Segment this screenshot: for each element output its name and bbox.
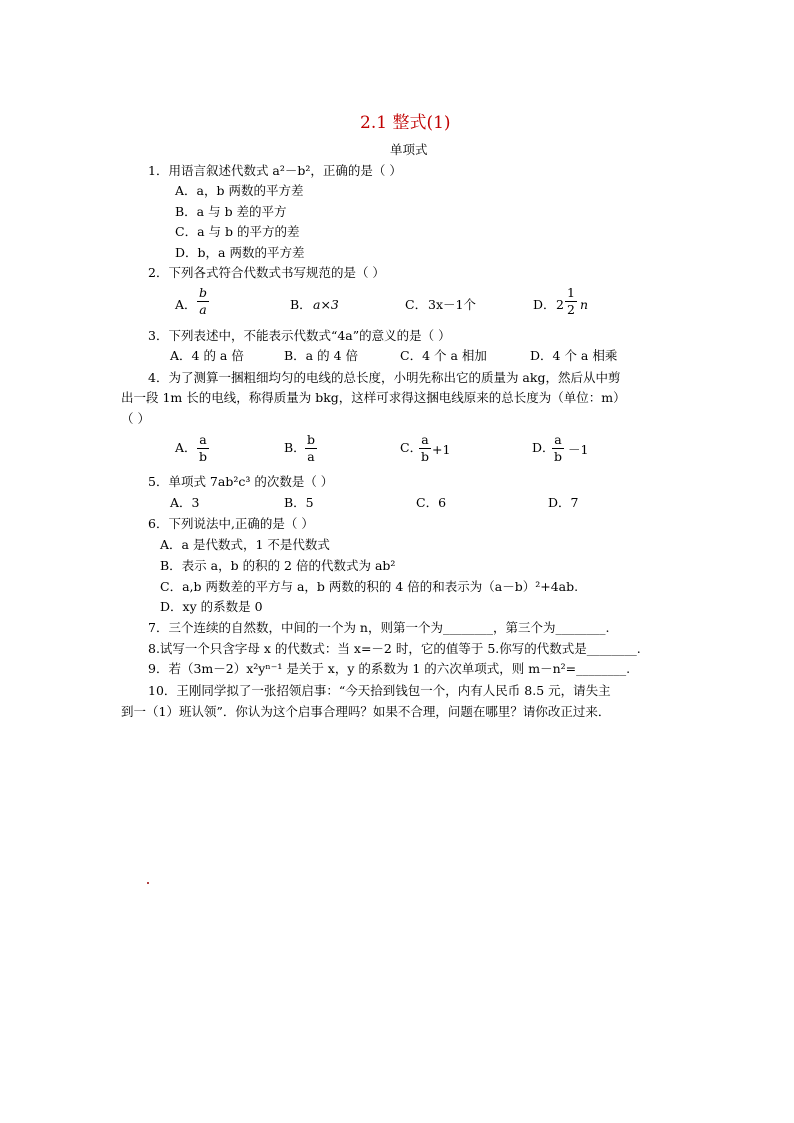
q4-option-a-label: A． (175, 440, 197, 455)
q4-option-d-fraction (552, 433, 564, 464)
q10-line2: 到一（1）班认领”．你认为这个启事合理吗？如果不合理，问题在哪里？请你改正过来． (121, 704, 611, 719)
q1-option-a: A．a，b 两数的平方差 (175, 183, 304, 198)
q1-option-c: C．a 与 b 的平方的差 (175, 224, 300, 239)
q4-option-c-fraction (419, 433, 431, 464)
q4-option-c-label: C． (400, 440, 423, 455)
q4-stem-line1: 4．为了测算一捆粗细均匀的电线的总长度，小明先称出它的质量为 akg，然后从中剪 (148, 370, 621, 385)
q2-stem: 2．下列各式符合代数式书写规范的是（ ） (148, 265, 385, 280)
q2-option-d-whole: 2 (556, 297, 564, 312)
q3-stem: 3．下列表述中，不能表示代数式“4a”的意义的是（ ） (148, 328, 451, 343)
q4-option-a-fraction (197, 433, 209, 464)
q4-option-a-numerator: a (199, 432, 207, 447)
q2-option-a-fraction (197, 286, 209, 317)
q4-option-c-tail: +1 (432, 442, 451, 457)
q4-option-a-denominator: b (199, 449, 208, 464)
q4-option-d-numerator: a (554, 432, 562, 447)
q6-option-a: A．a 是代数式，1 不是代数式 (160, 537, 330, 552)
q5-option-a: A．3 (170, 495, 200, 510)
q2-option-d-fraction (565, 286, 577, 317)
q2-option-a-label: A． (175, 297, 197, 312)
q4-option-d-denominator: b (554, 449, 563, 464)
q3-option-d: D．4 个 a 相乘 (530, 348, 618, 363)
q4-stem-line3: （ ） (121, 411, 150, 426)
q4-option-b-label: B． (284, 440, 306, 455)
q9: 9．若（3m－2）x²yⁿ⁻¹ 是关于 x，y 的系数为 1 的六次单项式，则 m－n²=________. (148, 661, 631, 676)
q6-option-d: D．xy 的系数是 0 (160, 599, 263, 614)
q2-option-d-numerator: 1 (567, 285, 575, 300)
q4-option-c-denominator: b (421, 449, 430, 464)
section-subtitle: 单项式 (390, 142, 428, 157)
q2-option-d-variable: n (580, 297, 589, 312)
q3-option-c: C．4 个 a 相加 (400, 348, 487, 363)
q4-option-b-numerator: b (307, 432, 316, 447)
q4-option-b-denominator: a (307, 449, 315, 464)
q2-option-b-label: B． (290, 297, 312, 312)
stray-mark (147, 882, 149, 884)
q5-option-b: B．5 (284, 495, 314, 510)
q2-option-c-label: C． (405, 297, 428, 312)
q2-option-a-numerator: b (199, 285, 208, 300)
q5-option-d: D．7 (548, 495, 579, 510)
q4-option-d-tail: －1 (568, 442, 589, 457)
q3-option-b: B．a 的 4 倍 (284, 348, 359, 363)
q4-option-d-label: D． (532, 440, 555, 455)
q2-option-d-label: D． (533, 297, 556, 312)
q7: 7．三个连续的自然数，中间的一个为 n，则第一个为________，第三个为________. (148, 620, 610, 635)
q8: 8.试写一个只含字母 x 的代数式：当 x=－2 时，它的值等于 5.你写的代数式是________. (148, 641, 641, 656)
q4-option-c-numerator: a (421, 432, 429, 447)
q2-option-c-expression: 3x－1个 (428, 297, 476, 312)
q4-stem-line2: 出一段 1m 长的电线，称得质量为 bkg，这样可求得这捆电线原来的总长度为（单位：m） (121, 390, 626, 405)
q1-stem: 1．用语言叙述代数式 a²－b²，正确的是（ ） (148, 163, 402, 178)
q6-option-c: C．a,b 两数差的平方与 a，b 两数的积的 4 倍的和表示为（a－b）²+4ab. (160, 579, 579, 594)
q2-option-d-denominator: 2 (567, 302, 575, 317)
q5-stem: 5．单项式 7ab²c³ 的次数是（ ） (148, 474, 334, 489)
q2-option-b-expression: a×3 (313, 297, 339, 312)
q2-option-a-denominator: a (199, 302, 207, 317)
q4-option-b-fraction (305, 433, 317, 464)
q5-option-c: C．6 (416, 495, 447, 510)
q10-line1: 10．王刚同学拟了一张招领启事：“今天拾到钱包一个，内有人民币 8.5 元，请失主 (148, 683, 611, 698)
q6-stem: 6．下列说法中,正确的是（ ） (148, 516, 314, 531)
q1-option-d: D．b，a 两数的平方差 (175, 245, 305, 260)
q1-option-b: B．a 与 b 差的平方 (175, 204, 287, 219)
q3-option-a: A．4 的 a 倍 (170, 348, 244, 363)
page-title: 2.1 整式(1) (360, 113, 451, 133)
q6-option-b: B．表示 a，b 的积的 2 倍的代数式为 ab² (160, 558, 396, 573)
